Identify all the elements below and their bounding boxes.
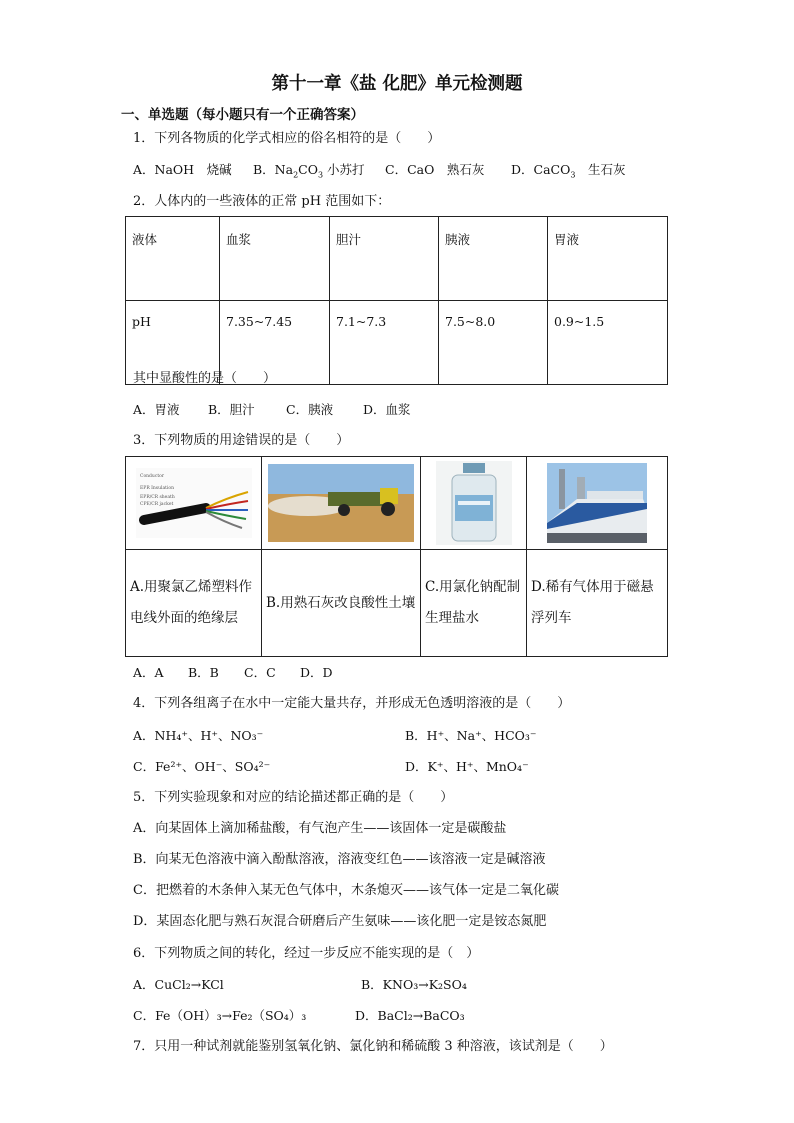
q4-option-a: A．NH₄⁺、H⁺、NO₃⁻ xyxy=(133,728,264,743)
uses-text-row xyxy=(126,550,668,657)
q5-option-c: C．把燃着的木条伸入某无色气体中，木条熄灭——该气体一定是二氧化碳 xyxy=(133,883,559,898)
ph-table-cell: pH xyxy=(126,301,220,385)
saline-bottle-image-cell xyxy=(421,457,527,550)
cable-label: Conductor xyxy=(139,474,164,479)
q5-stem: 5．下列实验现象和对应的结论描述都正确的是（ ） xyxy=(133,790,454,805)
uses-cell-d: D.稀有气体用于磁悬浮列车 xyxy=(527,550,668,657)
cable-label: CPE/CR jacket xyxy=(139,502,173,507)
maglev-train-image-cell xyxy=(527,457,668,550)
q3-option-a: A．A xyxy=(133,665,164,680)
q2-option-b: B．胆汁 xyxy=(208,402,255,417)
ph-table-cell: 0.9~1.5 xyxy=(548,301,668,385)
tractor-field-image xyxy=(268,464,414,542)
uses-cell-c: C.用氯化钠配制生理盐水 xyxy=(421,550,527,657)
ph-table-cell: 7.5~8.0 xyxy=(439,301,548,385)
q4-option-d: D．K⁺、H⁺、MnO₄⁻ xyxy=(405,759,529,774)
q2-option-a: A．胃液 xyxy=(133,402,180,417)
q5-option-b: B．向某无色溶液中滴入酚酞溶液，溶液变红色——该溶液一定是碱溶液 xyxy=(133,852,546,867)
q1-option-d: D．CaCO$_3$ 生石灰 xyxy=(511,162,626,180)
q5-option-a: A．向某固体上滴加稀盐酸，有气泡产生——该固体一定是碳酸盐 xyxy=(133,821,507,836)
q6-option-d: D．BaCl₂→BaCO₃ xyxy=(355,1008,465,1023)
ph-table xyxy=(125,216,668,385)
ph-table-cell: 胃液 xyxy=(548,217,668,301)
q3-option-b: B．B xyxy=(188,665,219,680)
q2-option-c: C．胰液 xyxy=(286,402,334,417)
ph-table-cell: 7.35~7.45 xyxy=(220,301,330,385)
q3-stem: 3．下列物质的用途错误的是（ ） xyxy=(133,433,350,448)
q2-option-d: D．血浆 xyxy=(363,402,411,417)
maglev-train-image xyxy=(547,463,647,543)
ph-table-cell: 胰液 xyxy=(439,217,548,301)
q6-option-a: A．CuCl₂→KCl xyxy=(133,977,224,992)
q1-stem: 1．下列各物质的化学式相应的俗名相符的是（ ） xyxy=(133,131,441,146)
q2-stem: 2．人体内的一些液体的正常 pH 范围如下： xyxy=(133,194,391,209)
q5-option-d: D．某固态化肥与熟石灰混合研磨后产生氨味——该化肥一定是铵态氮肥 xyxy=(133,914,547,929)
section-heading: 一、单选题（每小题只有一个正确答案） xyxy=(121,107,364,123)
cable-label: EPR/CR sheath xyxy=(139,495,175,500)
ph-table-cell: 胆汁 xyxy=(330,217,439,301)
saline-bottle-image xyxy=(436,461,512,545)
cable-image-cell xyxy=(126,457,262,550)
cable-label: EPR Insulation xyxy=(139,486,174,491)
q6-option-b: B．KNO₃→K₂SO₄ xyxy=(361,977,467,992)
cable-image xyxy=(136,468,252,538)
q7-stem: 7．只用一种试剂就能鉴别氢氧化钠、氯化钠和稀硫酸 3 种溶液，该试剂是（ ） xyxy=(133,1039,613,1054)
q4-option-b: B．H⁺、Na⁺、HCO₃⁻ xyxy=(405,728,537,743)
q6-option-c: C．Fe（OH）₃→Fe₂（SO₄）₃ xyxy=(133,1008,307,1023)
tractor-image-cell xyxy=(262,457,421,550)
ph-table-cell: 血浆 xyxy=(220,217,330,301)
q3-option-c: C．C xyxy=(244,665,276,680)
ph-table-header-row xyxy=(126,217,668,301)
uses-image-row xyxy=(126,457,668,550)
q2-question: 其中显酸性的是（ ） xyxy=(133,371,277,386)
q6-stem: 6．下列物质之间的转化，经过一步反应不能实现的是（ ） xyxy=(133,946,480,961)
q4-stem: 4．下列各组离子在水中一定能大量共存，并形成无色透明溶液的是（ ） xyxy=(133,696,571,711)
q1-option-b: B．$Na_2CO_3$ 小苏打 xyxy=(253,162,365,180)
q1-option-a: A．NaOH 烧碱 xyxy=(133,162,232,177)
ph-table-cell: 7.1~7.3 xyxy=(330,301,439,385)
q1-option-c: C．CaO 熟石灰 xyxy=(385,162,485,177)
uses-cell-b: B.用熟石灰改良酸性土壤 xyxy=(262,550,421,657)
uses-cell-a: A.用聚氯乙烯塑料作电线外面的绝缘层 xyxy=(126,550,262,657)
uses-table xyxy=(125,456,668,657)
q3-option-d: D．D xyxy=(300,665,333,680)
ph-table-cell: 液体 xyxy=(126,217,220,301)
q4-option-c: C．Fe²⁺、OH⁻、SO₄²⁻ xyxy=(133,759,271,774)
page-title: 第十一章《盐 化肥》单元检测题 xyxy=(271,74,523,94)
